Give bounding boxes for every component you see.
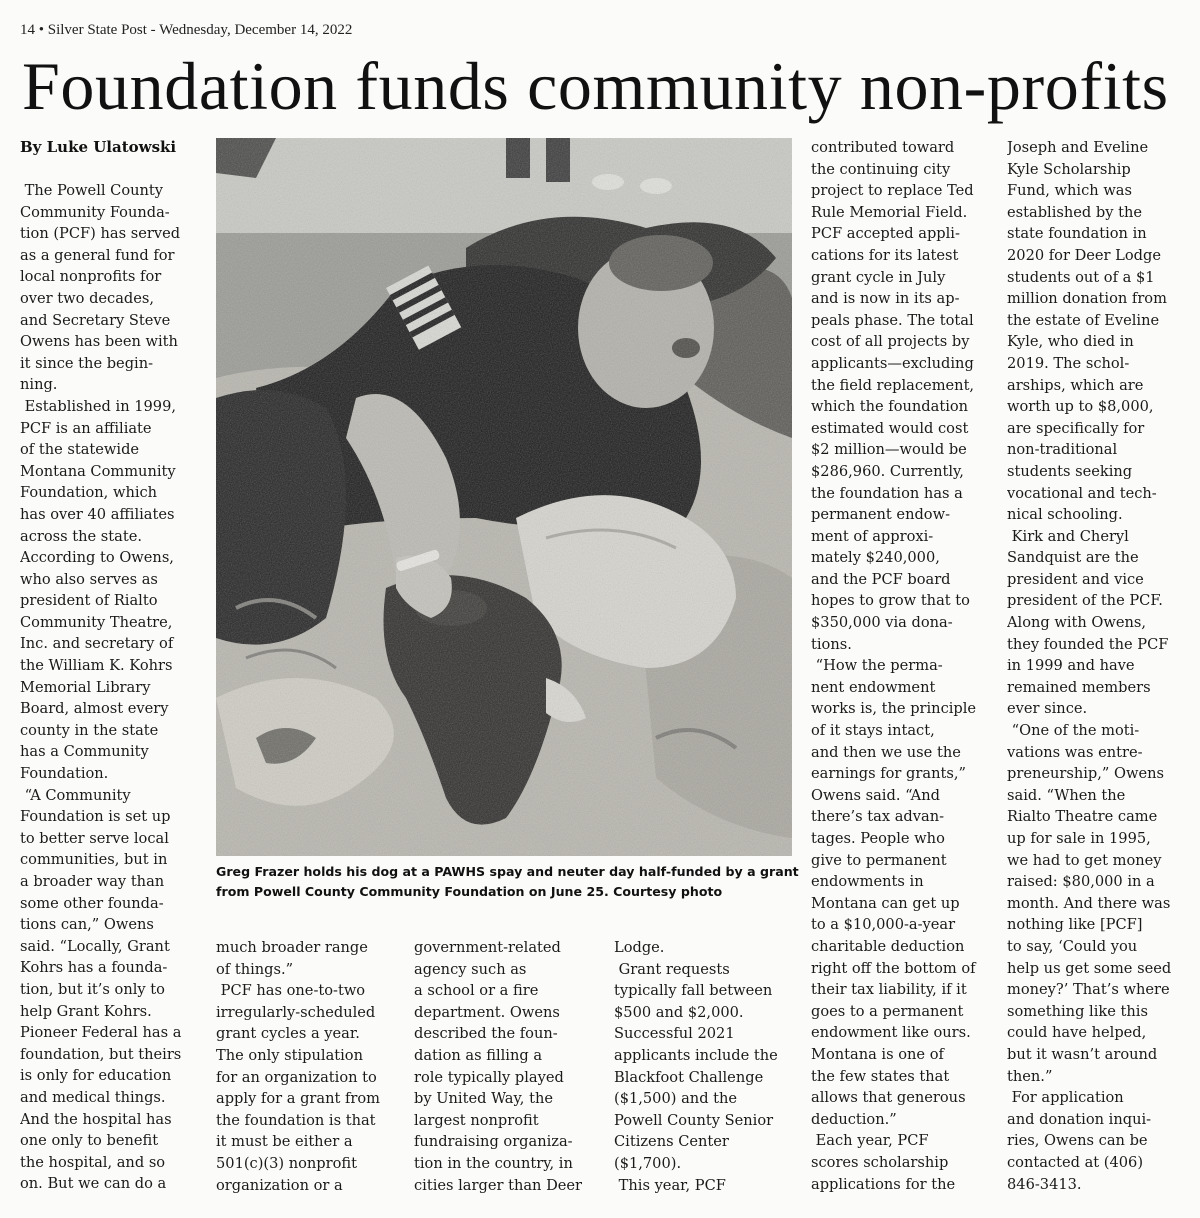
page-folio: 14 • Silver State Post - Wednesday, December 14, 2022: [20, 22, 353, 38]
article-column-2: much broader range of things.” PCF has one-to-two irregularly-scheduled grant cycles a year. The only stipulation for an organization to apply for a grant from the foundation is that it must be either a 501(c)(3) nonprofit organization or a: [216, 939, 381, 1194]
article-column-4: Lodge. Grant requests typically fall between $500 and $2,000. Successful 2021 applicants include the Blackfoot Challenge ($1,500) and the Powell County Senior Citizens Center ($1,700). This year, PCF: [614, 939, 778, 1194]
article-column-3: government-related agency such as a school or a fire department. Owens described the foun- dation as filling a role typically played by United Way, the largest nonprofit fundraising organiza- tion in the country, in cities larger than Deer: [414, 939, 583, 1194]
news-photo: [216, 138, 792, 856]
article-column-6: Joseph and Eveline Kyle Scholarship Fund, which was established by the state foundation in 2020 for Deer Lodge students out of a $1 million donation from the estate of Eveline Kyle, who died in 2019. The schol- arships, which are worth up to $8,000, are specifically for non-traditional students seeking vocational and tech- nical schooling. Kirk and Cheryl Sandquist are the president and vice president of the PCF. Along with Owens, they founded the PCF in 1999 and have remained members ever since. “One of the moti- vations was entre- preneurship,” Owens said. “When the Rialto Theatre came up for sale in 1995, we had to get money raised: $80,000 in a month. And there was nothing like [PCF] to say, ‘Could you help us get some seed money?’ That’s where something like this could have helped, but it wasn’t around then.” For application and donation inqui- ries, Owens can be contacted at (406) 846-3413.: [1007, 139, 1172, 1193]
byline: By Luke Ulatowski: [20, 138, 177, 156]
headline: Foundation funds community non-profits: [22, 48, 1169, 124]
photo-caption: Greg Frazer holds his dog at a PAWHS spay and neuter day half-funded by a grant from Powell County Community Foundation on June 25. Courtesy photo: [216, 864, 799, 899]
article-column-5: contributed toward the continuing city project to replace Ted Rule Memorial Field. PCF accepted appli- cations for its latest grant cycle in July and is now in its ap- peals phase. The total cost of all projects by applicants—excluding the field replacement, which the foundation estimated would cost $2 million—would be $286,960. Currently, the foundation has a permanent endow- ment of approxi- mately $240,000, and the PCF board hopes to grow that to $350,000 via dona- tions. “How the perma- nent endowment works is, the principle of it stays intact, and then we use the earnings for grants,” Owens said. “And there’s tax advan- tages. People who give to permanent endowments in Montana can get up to a $10,000-a-year charitable deduction right off the bottom of their tax liability, if it goes to a permanent endowment like ours. Montana is one of the few states that allows that generous deduction.” Each year, PCF scores scholarship applications for the: [811, 139, 977, 1193]
article-column-1: The Powell County Community Founda- tion (PCF) has served as a general fund for local nonprofits for over two decades, and Secretary Steve Owens has been with it since the begin- ning. Established in 1999, PCF is an affiliate of the statewide Montana Community Foundation, which has over 40 affiliates across the state. According to Owens, who also serves as president of Rialto Community Theatre, Inc. and secretary of the William K. Kohrs Memorial Library Board, almost every county in the state has a Community Foundation. “A Community Foundation is set up to better serve local communities, but in a broader way than some other founda- tions can,” Owens said. “Locally, Grant Kohrs has a founda- tion, but it’s only to help Grant Kohrs. Pioneer Federal has a foundation, but theirs is only for education and medical things. And the hospital has one only to benefit the hospital, and so on. But we can do a: [20, 182, 182, 1193]
